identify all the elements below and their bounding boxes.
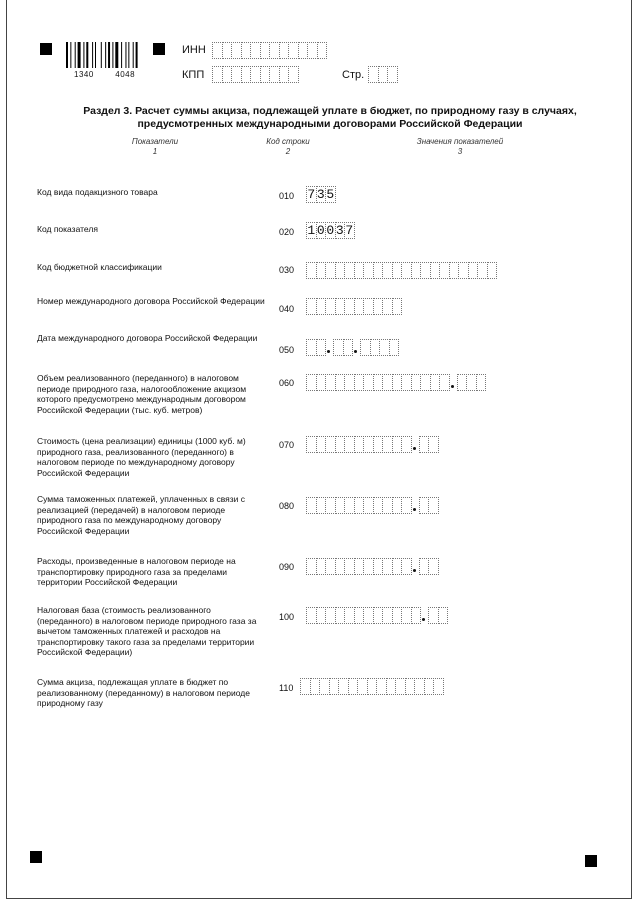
column-header-label: Показатели — [131, 137, 179, 146]
decimal-separator — [411, 558, 419, 575]
row-code: 040 — [279, 304, 295, 314]
row-code: 080 — [279, 501, 295, 511]
value-field-050[interactable] — [306, 339, 398, 356]
row-code: 070 — [279, 440, 295, 450]
row-label: Дата международного договора Российской Федерации — [37, 333, 258, 343]
barcode-bar — [83, 42, 84, 68]
cell[interactable] — [433, 678, 444, 695]
kpp-label: КПП — [182, 69, 205, 81]
cell[interactable] — [288, 66, 299, 83]
barcode-bar — [112, 42, 113, 68]
corner-marker-bottom-right — [585, 855, 597, 867]
barcode-number-2: 4048 — [115, 70, 136, 79]
value-field-090[interactable] — [306, 558, 438, 575]
column-header-values — [400, 137, 520, 157]
barcode-bar — [70, 42, 71, 68]
value-field-110[interactable] — [300, 678, 443, 695]
column-header-number: 2 — [285, 147, 291, 156]
barcode — [66, 42, 144, 68]
cell[interactable]: 7 — [345, 223, 354, 238]
value-field-070[interactable] — [306, 436, 438, 453]
value-field-060[interactable] — [306, 374, 485, 391]
barcode-bar — [95, 42, 96, 68]
value-field-100[interactable] — [306, 607, 447, 624]
barcode-bar — [92, 42, 93, 68]
corner-marker-bottom-left — [30, 851, 42, 863]
value-field-020[interactable] — [306, 222, 354, 239]
cell[interactable] — [428, 558, 439, 575]
cell[interactable] — [476, 374, 487, 391]
barcode-bar — [128, 42, 129, 68]
decimal-separator — [449, 374, 457, 391]
barcode-bar — [78, 42, 81, 68]
cell[interactable]: 1 — [307, 223, 316, 238]
barcode-bar — [86, 42, 88, 68]
cell[interactable]: 0 — [316, 223, 325, 238]
corner-marker-top-left — [40, 43, 52, 55]
barcode-number-1: 1340 — [74, 70, 94, 79]
cell[interactable]: 0 — [326, 223, 335, 238]
inn-label: ИНН — [182, 44, 206, 56]
cell[interactable] — [392, 298, 403, 315]
corner-marker-top-right — [153, 43, 165, 55]
cell[interactable] — [389, 339, 400, 356]
barcode-bar — [136, 42, 138, 68]
column-header-indicators — [110, 137, 200, 157]
barcode-bar — [115, 42, 118, 68]
value-field-080[interactable] — [306, 497, 438, 514]
cell[interactable] — [387, 66, 398, 83]
barcode-bar — [133, 42, 134, 68]
barcode-bar — [66, 42, 68, 68]
barcode-bar — [101, 42, 102, 68]
row-label: Стоимость (цена реализации) единицы (1000 куб. м) природного газа, реализованного (переданного) в налоговом периоде по международному договору Российской Федерации — [37, 436, 246, 478]
cell[interactable] — [317, 42, 328, 59]
inn-field[interactable] — [212, 42, 326, 59]
row-code: 100 — [279, 612, 295, 622]
row-label: Код вида подакцизного товара — [37, 187, 158, 197]
section-title: Раздел 3. Расчет суммы акциза, подлежащей уплате в бюджет, по природному газу в случаях, предусмотренных международными договорами Российской Федерации — [83, 105, 577, 130]
row-label: Код бюджетной классификации — [37, 262, 162, 272]
decimal-separator — [420, 607, 428, 624]
row-label: Расходы, произведенные в налоговом периоде на транспортировку природного газа за пределами территории Российской Федерации — [37, 556, 236, 587]
barcode-bar — [125, 42, 126, 68]
row-code: 030 — [279, 265, 295, 275]
column-header-line-code — [258, 137, 318, 157]
row-code: 090 — [279, 562, 295, 572]
column-header-label: Код строки — [266, 137, 310, 146]
row-code: 010 — [279, 191, 295, 201]
cell[interactable] — [487, 262, 498, 279]
column-header-number: 3 — [457, 147, 463, 156]
row-label: Номер международного договора Российской Федерации — [37, 296, 265, 306]
row-label: Код показателя — [37, 224, 98, 234]
value-field-040[interactable] — [306, 298, 401, 315]
row-code: 020 — [279, 227, 295, 237]
column-header-label: Значения показателей — [416, 137, 504, 146]
barcode-bar — [105, 42, 106, 68]
barcode-bar — [75, 42, 76, 68]
barcode-bar — [108, 42, 110, 68]
row-code: 110 — [279, 683, 294, 693]
row-label: Налоговая база (стоимость реализованного (переданного) в налоговом периоде природного газа за вычетом таможенных платежей и расходов на транспортировку такого газа за пределами территории Российской Федерации) — [37, 605, 257, 657]
cell[interactable]: 5 — [326, 187, 335, 202]
cell[interactable]: 7 — [307, 187, 316, 202]
kpp-field[interactable] — [212, 66, 298, 83]
row-label: Сумма акциза, подлежащая уплате в бюджет по реализованному (переданному) в налоговом периоде природному газу — [37, 677, 250, 708]
cell[interactable] — [438, 607, 449, 624]
column-header-number: 1 — [152, 147, 158, 156]
value-field-030[interactable] — [306, 262, 496, 279]
row-label: Сумма таможенных платежей, уплаченных в связи с реализацией (передачей) в налоговом периоде природного газа по международному договору Российской Федерации — [37, 494, 246, 536]
cell[interactable] — [428, 497, 439, 514]
decimal-separator — [411, 436, 419, 453]
cell[interactable]: 3 — [335, 223, 344, 238]
row-code: 060 — [279, 378, 295, 388]
barcode-bar — [121, 42, 122, 68]
decimal-separator — [411, 497, 419, 514]
value-field-010[interactable] — [306, 186, 335, 203]
row-label: Объем реализованного (переданного) в налоговом периоде природного газа, налогообложение акцизом которого предусмотрено международным договором Российской Федерации (тыс. куб. метров) — [37, 373, 247, 415]
cell[interactable] — [428, 436, 439, 453]
page-number-field[interactable] — [368, 66, 397, 83]
decimal-separator — [325, 339, 333, 356]
barcode-numbers — [74, 70, 135, 79]
decimal-separator — [352, 339, 360, 356]
row-code: 050 — [279, 345, 295, 355]
cell[interactable]: 3 — [316, 187, 325, 202]
page-label: Стр. — [342, 69, 365, 81]
